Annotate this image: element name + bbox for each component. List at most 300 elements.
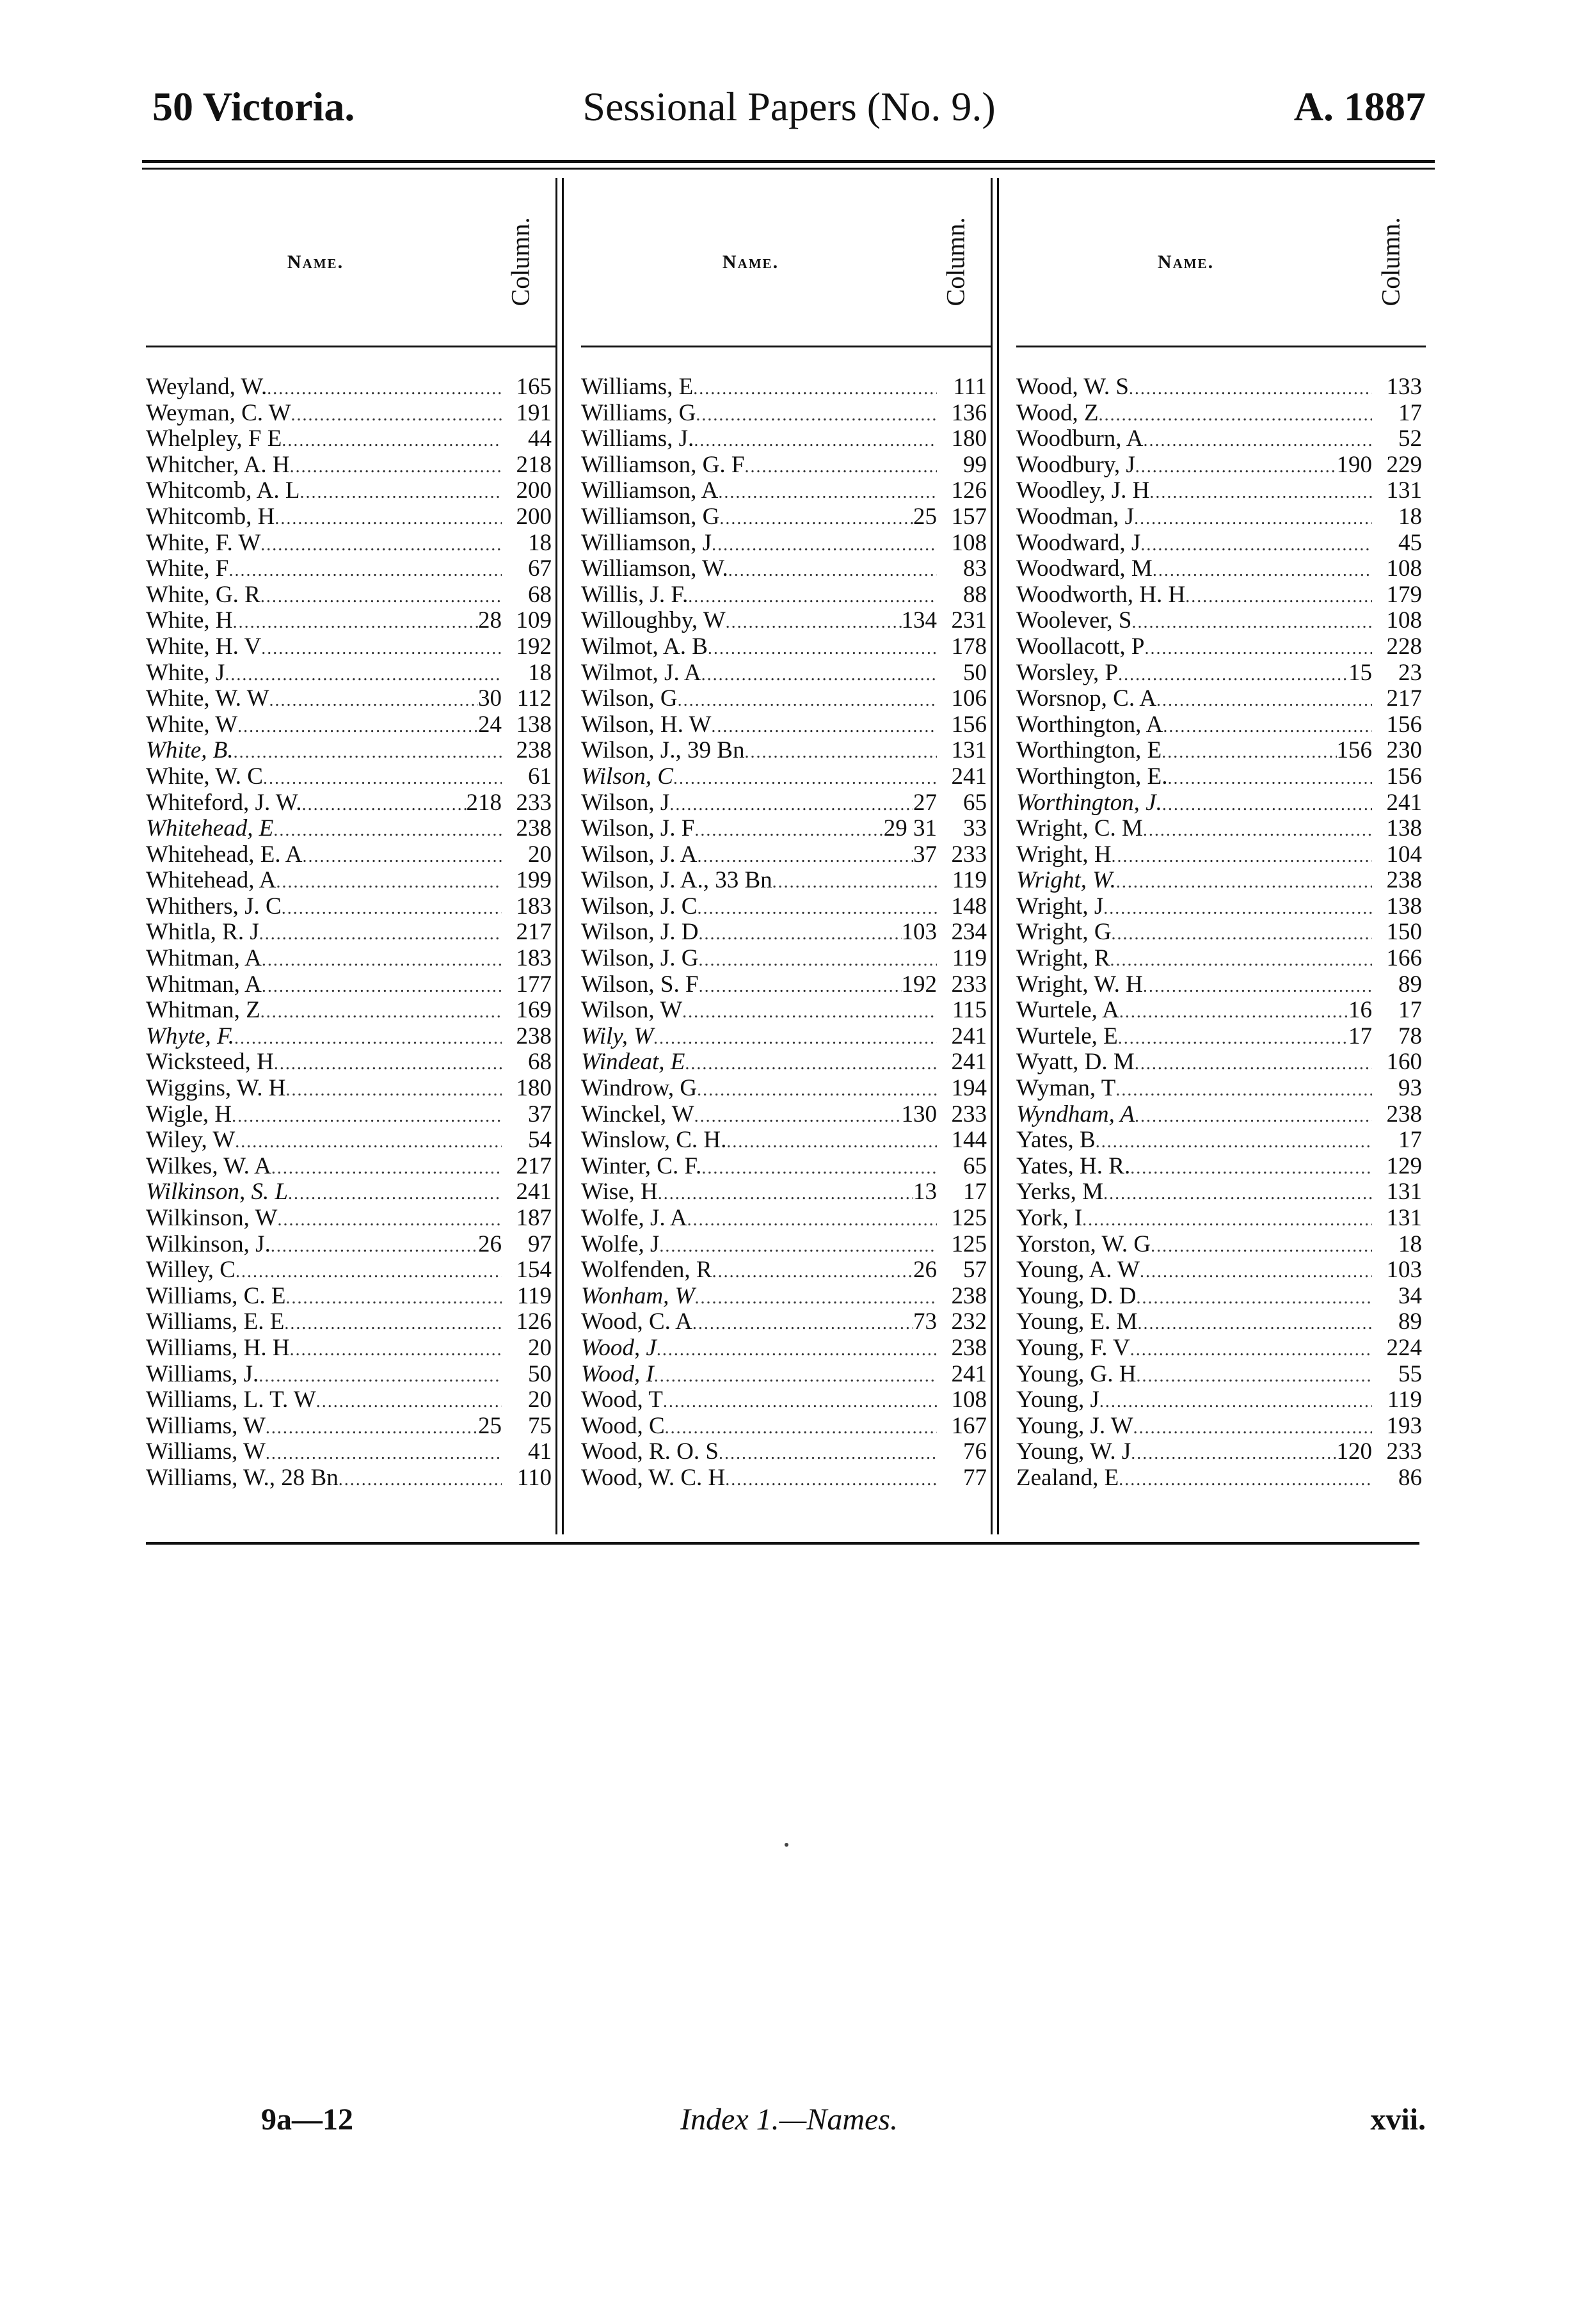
entry-column-ref: 65	[963, 1152, 987, 1179]
top-rule	[142, 160, 1435, 163]
entry-name: Young, J. W	[1016, 1412, 1133, 1439]
leader-dots	[653, 1028, 937, 1049]
leader-dots	[719, 509, 913, 529]
entry-column-ref: 156	[1386, 763, 1422, 790]
entry-column-ref: 88	[963, 581, 987, 608]
leader-dots	[1116, 872, 1372, 893]
entry-name: Wilson, J., 39 Bn	[581, 737, 745, 764]
leader-dots	[712, 1262, 913, 1282]
leader-dots	[290, 1340, 502, 1360]
index-entry	[581, 1256, 991, 1282]
column-header	[1016, 178, 1426, 347]
entry-column-ref-primary: 13	[913, 1179, 937, 1206]
index-entry	[581, 1308, 991, 1334]
entry-name: Yates, H. R.	[1016, 1152, 1131, 1179]
entry-column-ref: 233	[951, 971, 987, 998]
entry-name: Whelpley, F E	[146, 426, 282, 452]
entry-name: White, W. C	[146, 763, 263, 790]
index-entry	[146, 425, 555, 451]
index-entry	[1016, 503, 1426, 529]
entry-list	[1016, 347, 1426, 1490]
index-entry	[146, 581, 555, 607]
index-entry	[146, 893, 555, 919]
leader-dots	[1119, 1002, 1348, 1023]
entry-column-ref: 200	[516, 503, 552, 530]
index-entry	[581, 581, 991, 607]
index-entry	[146, 1178, 555, 1204]
entry-column-ref: 86	[1398, 1464, 1422, 1491]
entry-name: Whitcher, A. H	[146, 451, 290, 478]
entry-column-ref: 241	[951, 1360, 987, 1387]
entry-column-ref: 106	[951, 685, 987, 712]
index-entry	[581, 1230, 991, 1257]
entry-name: White, F. W	[146, 529, 261, 556]
leader-dots	[1082, 1210, 1372, 1230]
entry-name: White, H	[146, 607, 233, 634]
column-divider	[555, 178, 557, 1534]
index-entry	[1016, 711, 1426, 737]
entry-name: Windrow, G	[581, 1075, 698, 1102]
leader-dots	[744, 742, 937, 763]
column-number-heading: Column.	[506, 217, 535, 306]
entry-column-ref: 183	[516, 893, 552, 919]
index-entry	[1016, 659, 1426, 685]
entry-column-ref: 17	[1398, 1127, 1422, 1154]
entry-column-ref: 233	[951, 1101, 987, 1127]
entry-column-ref-primary: 29 31	[883, 815, 937, 842]
entry-column-ref: 218	[516, 451, 552, 478]
index-entry	[146, 659, 555, 685]
entry-name: White, G. R	[146, 581, 260, 608]
entry-name: Wilson, H. W	[581, 711, 712, 738]
leader-dots	[744, 457, 937, 477]
index-entry	[146, 1308, 555, 1334]
name-heading: Name.	[1157, 251, 1215, 273]
index-entry	[581, 1152, 991, 1179]
entry-name: Willoughby, W	[581, 607, 726, 634]
leader-dots	[1163, 717, 1372, 737]
entry-column-ref-primary: 16	[1348, 997, 1372, 1024]
index-entry	[1016, 736, 1426, 763]
entry-name: Willis, J. F.	[581, 581, 689, 608]
entry-column-ref: 50	[528, 1360, 552, 1387]
entry-column-ref: 83	[963, 555, 987, 582]
leader-dots	[1149, 482, 1372, 503]
entry-column-ref-primary: 218	[466, 789, 502, 816]
entry-name: Woodbury, J	[1016, 451, 1135, 478]
top-rule-thin	[142, 168, 1435, 170]
entry-column-ref: 199	[516, 867, 552, 894]
index-entry	[581, 425, 991, 451]
index-entry	[581, 1464, 991, 1490]
index-entry	[146, 1464, 555, 1490]
entry-name: Williams, C. E	[146, 1282, 286, 1309]
leader-dots	[285, 1080, 502, 1101]
index-entry	[1016, 477, 1426, 503]
entry-name: Young, E. M	[1016, 1309, 1138, 1335]
leader-dots	[1096, 1132, 1372, 1152]
index-entry	[146, 477, 555, 503]
leader-dots	[260, 587, 502, 607]
entry-column-ref: 112	[516, 685, 552, 712]
leader-dots	[1136, 1288, 1372, 1309]
leader-dots	[263, 768, 502, 789]
entry-name: Young, F. V	[1016, 1334, 1130, 1361]
leader-dots	[234, 1028, 502, 1049]
entry-name: Williams, W., 28 Bn	[146, 1464, 339, 1491]
leader-dots	[699, 950, 937, 971]
entry-name: Williamson, J	[581, 529, 712, 556]
index-entry	[1016, 841, 1426, 867]
entry-name: Wood, I	[581, 1360, 654, 1387]
entry-column-ref: 150	[1386, 919, 1422, 946]
entry-name: Williams, W	[146, 1438, 266, 1465]
entry-name: York, I	[1016, 1205, 1083, 1231]
leader-dots	[1135, 1054, 1372, 1074]
leader-dots	[288, 1184, 502, 1204]
index-entry	[581, 711, 991, 737]
entry-column-ref: 191	[516, 399, 552, 426]
index-entry	[146, 555, 555, 581]
entry-column-ref: 165	[516, 374, 552, 400]
entry-name: Woodley, J. H	[1016, 477, 1150, 504]
leader-dots	[659, 1236, 937, 1257]
entry-name: Woolever, S	[1016, 607, 1132, 634]
index-entry	[146, 944, 555, 971]
entry-name: Wright, G	[1016, 919, 1112, 946]
entry-name: Williams, H. H	[146, 1334, 290, 1361]
entry-name: Woodman, J	[1016, 503, 1135, 530]
leader-dots	[1118, 665, 1348, 685]
entry-name: Whitman, A	[146, 945, 262, 972]
entry-column-ref: 238	[516, 737, 552, 764]
entry-name: Whitman, A	[146, 971, 262, 998]
leader-dots	[673, 768, 937, 789]
leader-dots	[678, 690, 937, 711]
name-heading: Name.	[287, 251, 344, 273]
entry-column-ref: 18	[1398, 1230, 1422, 1257]
leader-dots	[276, 872, 502, 893]
entry-name: Wright, J	[1016, 893, 1104, 919]
entry-name: Wilson, J. F	[581, 815, 695, 842]
leader-dots	[1140, 1262, 1372, 1282]
entry-column-ref: 20	[528, 841, 552, 868]
entry-column-ref: 23	[1398, 659, 1422, 686]
entry-column-ref: 131	[951, 737, 987, 764]
entry-column-ref: 228	[1386, 633, 1422, 660]
entry-column-ref: 233	[951, 841, 987, 868]
column-number-heading: Column.	[1376, 217, 1405, 306]
entry-name: Whitman, Z	[146, 997, 260, 1024]
leader-dots	[718, 482, 937, 503]
index-entry	[581, 1386, 991, 1412]
leader-dots	[685, 1054, 937, 1074]
entry-column-ref: 33	[963, 815, 987, 842]
index-entry	[581, 918, 991, 944]
leader-dots	[726, 612, 902, 633]
leader-dots	[291, 405, 502, 426]
index-entry	[146, 1360, 555, 1387]
column-number-heading: Column.	[941, 217, 970, 306]
leader-dots	[1129, 379, 1372, 399]
leader-dots	[1132, 612, 1372, 633]
leader-dots	[699, 924, 902, 944]
leader-dots	[271, 1158, 502, 1179]
leader-dots	[232, 1106, 502, 1127]
entry-column-ref: 17	[1398, 997, 1422, 1024]
index-entry	[146, 1256, 555, 1282]
leader-dots	[1133, 1418, 1372, 1438]
leader-dots	[1143, 976, 1372, 997]
entry-column-ref: 187	[516, 1205, 552, 1231]
entry-column-ref: 192	[516, 633, 552, 660]
index-entry	[1016, 866, 1426, 893]
index-entry	[146, 1282, 555, 1309]
entry-column-ref-primary: 103	[901, 919, 937, 946]
entry-column-ref: 67	[528, 555, 552, 582]
leader-dots	[692, 1314, 913, 1334]
index-entry	[1016, 1438, 1426, 1464]
index-entry	[581, 1074, 991, 1101]
entry-column-ref: 238	[951, 1334, 987, 1361]
entry-column-ref: 230	[1386, 737, 1422, 764]
entry-column-ref: 34	[1398, 1282, 1422, 1309]
entry-column-ref: 241	[951, 763, 987, 790]
entry-column-ref-primary: 120	[1336, 1438, 1372, 1465]
index-entry	[146, 633, 555, 659]
leader-dots	[1185, 587, 1372, 607]
leader-dots	[1136, 1366, 1372, 1387]
entry-column-ref: 241	[516, 1179, 552, 1206]
entry-column-ref: 89	[1398, 971, 1422, 998]
index-entry	[581, 1438, 991, 1464]
entry-name: Wilmot, J. A	[581, 659, 701, 686]
entry-name: Willey, C	[146, 1257, 236, 1284]
entry-name: Williams, L. T. W	[146, 1387, 316, 1413]
leader-dots	[697, 1080, 937, 1101]
entry-column-ref: 224	[1386, 1334, 1422, 1361]
index-entry	[1016, 893, 1426, 919]
index-entry	[1016, 971, 1426, 997]
index-entry	[1016, 1074, 1426, 1101]
entry-column-ref: 41	[528, 1438, 552, 1465]
entry-name: Williamson, G. F	[581, 451, 745, 478]
entry-column-ref: 217	[516, 1152, 552, 1179]
entry-name: Wilson, S. F	[581, 971, 699, 998]
entry-name: Wurtele, A	[1016, 997, 1119, 1024]
entry-column-ref: 238	[1386, 867, 1422, 894]
leader-dots	[284, 1314, 502, 1334]
entry-name: Williamson, G	[581, 503, 720, 530]
entry-name: Williamson, A	[581, 477, 719, 504]
index-entry	[1016, 815, 1426, 841]
index-entry	[581, 815, 991, 841]
entry-name: White, H. V	[146, 633, 262, 660]
leader-dots	[259, 924, 502, 944]
entry-name: Wood, R. O. S	[581, 1438, 719, 1465]
index-entry	[581, 633, 991, 659]
index-entry	[581, 503, 991, 529]
index-entry	[581, 736, 991, 763]
entry-column-ref: 61	[528, 763, 552, 790]
leader-dots	[1153, 561, 1372, 581]
leader-dots	[1145, 639, 1372, 659]
index-entry	[1016, 529, 1426, 555]
entry-column-ref: 103	[1386, 1257, 1422, 1284]
entry-name: Williams, G	[581, 399, 696, 426]
entry-name: Wyatt, D. M	[1016, 1049, 1135, 1076]
entry-name: Wood, C. A	[581, 1309, 692, 1335]
entry-name: Wright, C. M	[1016, 815, 1143, 842]
entry-column-ref: 52	[1398, 426, 1422, 452]
index-entry	[581, 685, 991, 711]
index-entry	[146, 763, 555, 789]
entry-name: Williams, J.	[146, 1360, 259, 1387]
entry-name: Whiteford, J. W.	[146, 789, 302, 816]
leader-dots	[1135, 1106, 1372, 1127]
entry-column-ref: 177	[516, 971, 552, 998]
leader-dots	[1103, 1184, 1372, 1204]
entry-column-ref: 233	[1386, 1438, 1422, 1465]
name-heading: Name.	[722, 251, 779, 273]
column-header	[581, 178, 991, 347]
leader-dots	[1162, 742, 1336, 763]
entry-column-ref: 111	[953, 374, 987, 400]
leader-dots	[235, 1132, 502, 1152]
entry-column-ref: 57	[963, 1257, 987, 1284]
footer-signature: 9a—12	[261, 2103, 353, 2137]
page-header	[146, 83, 1432, 141]
entry-column-ref: 157	[951, 503, 987, 530]
entry-column-ref: 126	[951, 477, 987, 504]
entry-column-ref: 54	[528, 1127, 552, 1154]
index-entry	[146, 1334, 555, 1360]
entry-name: Whitehead, E	[146, 815, 274, 842]
column-divider	[991, 178, 993, 1534]
leader-dots	[282, 431, 502, 451]
entry-name: White, B.	[146, 737, 234, 764]
column-divider	[997, 178, 999, 1534]
entry-name: Wright, W. H	[1016, 971, 1143, 998]
leader-dots	[1162, 795, 1372, 815]
bottom-rule	[146, 1542, 1419, 1545]
index-entry	[1016, 1048, 1426, 1074]
leader-dots	[697, 898, 937, 919]
entry-column-ref: 125	[951, 1230, 987, 1257]
index-entry	[146, 1438, 555, 1464]
entry-name: Whitcomb, A. L	[146, 477, 300, 504]
leader-dots	[261, 639, 502, 659]
leader-dots	[299, 482, 502, 503]
index-entry	[1016, 607, 1426, 633]
index-entry	[581, 1334, 991, 1360]
entry-column-ref: 241	[951, 1023, 987, 1049]
index-entry	[146, 1204, 555, 1230]
entry-name: Wilkinson, S. L	[146, 1179, 289, 1206]
index-entry	[581, 1282, 991, 1309]
entry-name: Wilson, J. A	[581, 841, 698, 868]
header-year: A. 1887	[1293, 84, 1426, 129]
entry-column-ref-primary: 156	[1336, 737, 1372, 764]
entry-name: Wigle, H	[146, 1101, 232, 1127]
index-entry	[581, 944, 991, 971]
entry-column-ref-primary: 26	[478, 1230, 502, 1257]
index-entry	[146, 841, 555, 867]
entry-name: White, F	[146, 555, 229, 582]
entry-column-ref: 138	[1386, 815, 1422, 842]
entry-column-ref: 119	[516, 1282, 552, 1309]
index-entry	[1016, 789, 1426, 815]
entry-column-ref: 89	[1398, 1309, 1422, 1335]
entry-name: Wyndham, A	[1016, 1101, 1135, 1127]
entry-name: Worthington, E	[1016, 737, 1162, 764]
entry-column-ref-primary: 17	[1348, 1023, 1372, 1049]
index-entry	[1016, 399, 1426, 426]
entry-name: Wily, W	[581, 1023, 654, 1049]
index-entry	[1016, 425, 1426, 451]
entry-name: Woollacott, P	[1016, 633, 1145, 660]
index-entry	[146, 711, 555, 737]
entry-column-ref: 131	[1386, 477, 1422, 504]
entry-name: Woodworth, H. H	[1016, 581, 1186, 608]
leader-dots	[262, 950, 502, 971]
entry-column-ref: 110	[516, 1464, 552, 1491]
entry-column-ref: 154	[516, 1257, 552, 1284]
entry-column-ref-primary: 130	[901, 1101, 937, 1127]
leader-dots	[302, 795, 467, 815]
entry-column-ref: 156	[1386, 711, 1422, 738]
entry-column-ref-primary: 26	[913, 1257, 937, 1284]
entry-name: Wicksteed, H	[146, 1049, 274, 1076]
index-entry	[581, 996, 991, 1023]
index-entry	[581, 659, 991, 685]
index-entry	[581, 1412, 991, 1438]
leader-dots	[269, 690, 478, 711]
entry-column-ref: 169	[516, 997, 552, 1024]
entry-name: Wyman, T	[1016, 1075, 1116, 1102]
entry-column-ref-primary: 25	[913, 503, 937, 530]
entry-column-ref: 68	[528, 581, 552, 608]
entry-name: Wolfe, J	[581, 1230, 660, 1257]
entry-column-ref: 55	[1398, 1360, 1422, 1387]
leader-dots	[1167, 768, 1372, 789]
leader-dots	[271, 1236, 478, 1257]
entry-column-ref: 20	[528, 1334, 552, 1361]
entry-name: Yerks, M	[1016, 1179, 1104, 1206]
leader-dots	[694, 820, 883, 841]
entry-name: Windeat, E	[581, 1049, 685, 1076]
leader-dots	[1130, 1340, 1372, 1360]
index-entry	[146, 1074, 555, 1101]
entry-name: Wilson, J. C	[581, 893, 698, 919]
entry-column-ref-primary: 27	[913, 789, 937, 816]
leader-dots	[688, 587, 937, 607]
entry-column-ref: 200	[516, 477, 552, 504]
leader-dots	[1103, 898, 1372, 919]
entry-name: White, J	[146, 659, 225, 686]
leader-dots	[694, 431, 937, 451]
index-entry	[581, 763, 991, 789]
header-title: Sessional Papers (No. 9.)	[582, 84, 996, 129]
index-entry	[1016, 1230, 1426, 1257]
entry-column-ref: 160	[1386, 1049, 1422, 1076]
entry-column-ref: 18	[528, 529, 552, 556]
index-entry	[1016, 1308, 1426, 1334]
leader-dots	[687, 1210, 937, 1230]
index-entry	[581, 607, 991, 633]
leader-dots	[696, 405, 937, 426]
leader-dots	[262, 976, 502, 997]
